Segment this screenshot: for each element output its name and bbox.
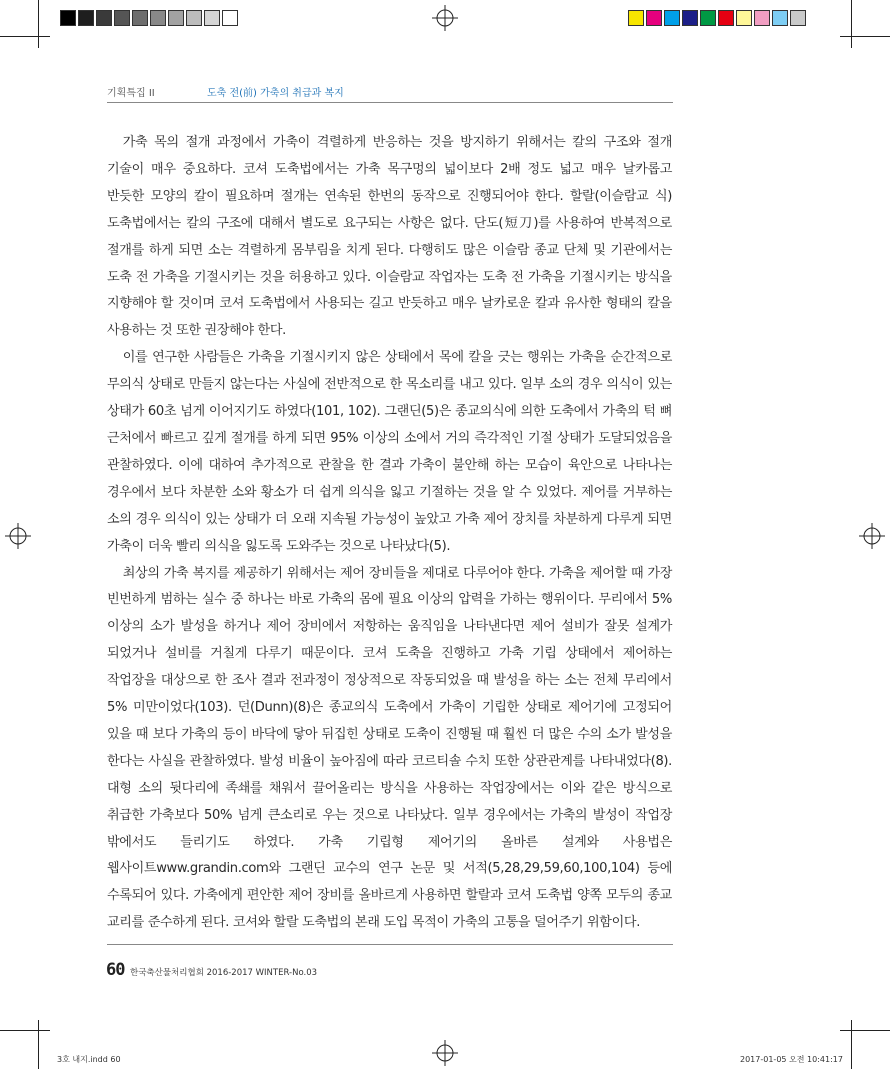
color-swatch [204, 10, 220, 26]
footer-rule [107, 944, 673, 945]
header-topic: 도축 전(前) 가축의 취급과 복지 [207, 88, 344, 99]
color-swatch [718, 10, 734, 26]
registration-mark-top [432, 5, 458, 31]
color-swatch [114, 10, 130, 26]
color-swatch [682, 10, 698, 26]
color-swatch [60, 10, 76, 26]
color-swatch [736, 10, 752, 26]
color-swatch [628, 10, 644, 26]
page-number: 60 [106, 960, 125, 980]
color-swatch [754, 10, 770, 26]
header-series: 기획특집 II [107, 88, 155, 99]
paragraph: 최상의 가축 복지를 제공하기 위해서는 제어 장비들을 제대로 다루어야 한다. 가축을 제어할 때 가장 빈번하게 범하는 실수 중 하나는 바로 가축의 몸에 필요 이상의 압력을 가하는 행위이다. 무리에서 5% 이상의 소가 발성을 하거나 제어 장비에서 저항하는 움직임을 나타낸다면 제어 설비가 잘못 설계가 되었거나 설비를 거칠게 다루기 때문이다. 코셔 도축을 진행하고 가축 기립 상태에서 제어하는 작업장을 대상으로 한 조사 결과 전과정이 정상적으로 작동되었을 때 발성을 하는 소는 전체 무리에서 5% 미만이었다(103). 던(Dunn)(8)은 종교의식 도축에서 가축이 기립한 상태로 제어기에 고정되어 있을 때 보다 가축의 등이 바닥에 닿아 뒤집힌 상태로 도축이 진행될 때 훨씬 더 많은 수의 소가 발성을 한다는 사실을 관찰하였다. 발성 비율이 높아짐에 따라 코르티솔 수치 또한 상관관계를 나타내었다(8). 대형 소의 뒷다리에 족쇄를 채워서 끌어올리는 방식을 사용하는 작업장에서는 이와 같은 방식으로 취급한 가축보다 50% 넘게 큰소리로 우는 것으로 나타났다. 일부 경우에서는 가축의 발성이 작업장 밖에서도 들리기도 하였다. 가축 기립형 제어기의 올바른 설계와 사용법은 웹사이트www.grandin.com와 그랜딘 교수의 연구 논문 및 서적(5,28,29,59,60,100,104) 등에 수록되어 있다. 가축에게 편안한 제어 장비를 올바르게 사용하면 할랄과 코셔 도축법 양쪽 모두의 종교 교리를 준수하게 된다. 코셔와 할랄 도축법의 본래 도입 목적이 가축의 고통을 덜어주기 위함이다. [107, 565, 672, 931]
color-swatch [222, 10, 238, 26]
color-swatch [186, 10, 202, 26]
slug-filename: 3호 내지.indd 60 [57, 1055, 121, 1064]
registration-mark-bottom [432, 1040, 458, 1066]
article-body [107, 130, 672, 937]
color-swatch [78, 10, 94, 26]
color-swatch [790, 10, 806, 26]
color-swatch [96, 10, 112, 26]
registration-mark-left [5, 523, 31, 549]
paragraph: 이를 연구한 사람들은 가축을 기절시키지 않은 상태에서 목에 칼을 긋는 행위는 가축을 순간적으로 무의식 상태로 만들지 않는다는 사실에 전반적으로 한 목소리를 내고 있다. 일부 소의 경우 의식이 있는 상태가 60초 넘게 이어지기도 하였다(101, 102). 그랜딘(5)은 종교의식에 의한 도축에서 가축의 턱 뼈 근처에서 빠르고 깊게 절개를 하게 되면 95% 이상의 소에서 거의 즉각적인 기절 상태가 도달되었음을 관찰하였다. 이에 대하여 추가적으로 관찰을 한 결과 가축이 불안해 하는 모습이 육안으로 나타나는 경우에서 보다 차분한 소와 황소가 더 쉽게 의식을 잃고 기절하는 것을 알 수 있었다. 제어를 거부하는 소의 경우 의식이 있는 상태가 더 오래 지속될 가능성이 높았고 가축 제어 장치를 차분하게 다루게 되면 가축이 더욱 빨리 의식을 잃도록 도와주는 것으로 나타났다(5). [107, 350, 672, 554]
color-swatch [132, 10, 148, 26]
publication-info: 한국축산물처리협회 2016-2017 WINTER-No.03 [130, 968, 318, 978]
color-swatch [772, 10, 788, 26]
color-swatch [168, 10, 184, 26]
running-header [107, 84, 672, 104]
registration-mark-right [859, 523, 885, 549]
slug-timestamp: 2017-01-05 오전 10:41:17 [740, 1055, 843, 1064]
color-swatch [700, 10, 716, 26]
color-swatch [664, 10, 680, 26]
paragraph: 가축 목의 절개 과정에서 가축이 격렬하게 반응하는 것을 방지하기 위해서는 칼의 구조와 절개 기술이 매우 중요하다. 코셔 도축법에서는 가축 목구멍의 넓이보다 2배 정도 넓고 매우 날카롭고 반듯한 모양의 칼이 필요하며 절개는 연속된 한번의 동작으로 진행되어야 한다. 할랄(이슬람교 식) 도축법에서는 칼의 구조에 대해서 별도로 요구되는 사항은 없다. 단도(短刀)를 사용하여 반복적으로 절개를 하게 되면 소는 격렬하게 몸부림을 치게 된다. 다행히도 많은 이슬람 종교 단체 및 기관에서는 도축 전 가축을 기절시키는 것을 허용하고 있다. 이슬람교 작업자는 도축 전 가축을 기절시키는 방식을 지향해야 할 것이며 코셔 도축법에서 사용되는 길고 반듯하고 매우 날카로운 칼과 유사한 형태의 칼을 사용하는 것 또한 권장해야 한다. [107, 135, 672, 339]
color-swatch [150, 10, 166, 26]
header-rule [107, 102, 673, 103]
color-swatch [646, 10, 662, 26]
